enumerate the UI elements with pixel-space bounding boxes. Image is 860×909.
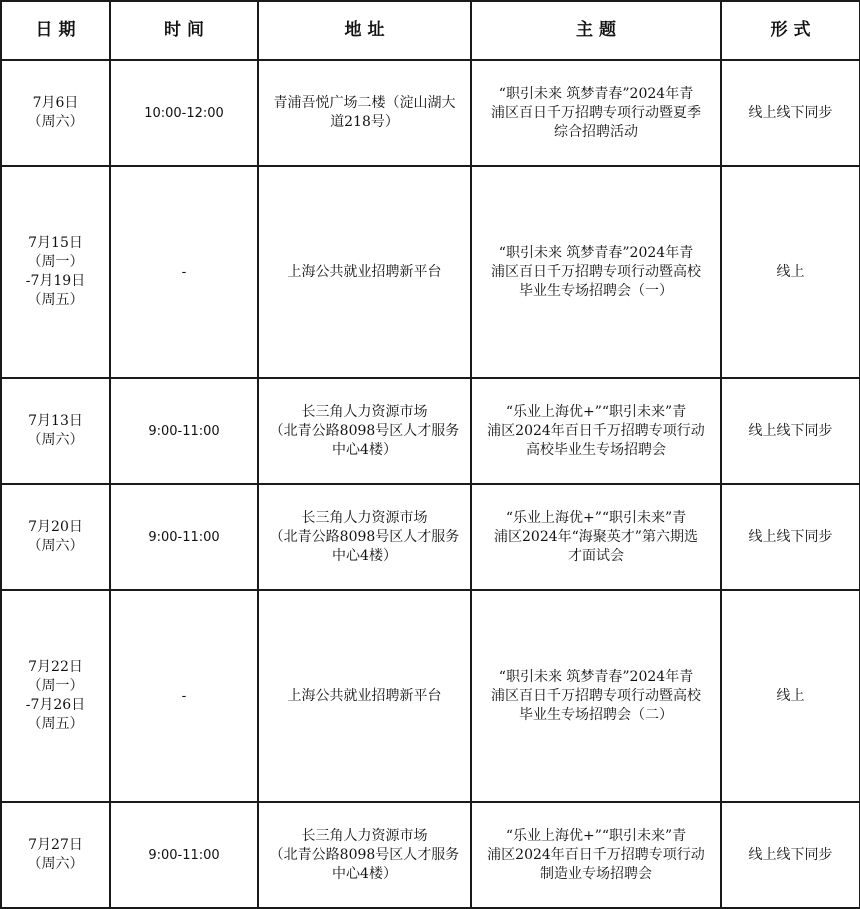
address-cell: 长三角人力资源市场 （北青公路8098号区人才服务 中心4楼） <box>258 484 471 590</box>
topic-cell: “职引未来 筑梦青春”2024年青 浦区百日千万招聘专项行动暨高校 毕业生专场招聘会（一） <box>471 166 721 378</box>
format-cell: 线上线下同步 <box>721 802 860 908</box>
time-cell: 10:00-12:00 <box>110 60 258 166</box>
topic-cell: “乐业上海优+”“职引未来”青 浦区2024年“海聚英才”第六期选 才面试会 <box>471 484 721 590</box>
table-row <box>1 802 860 908</box>
time-cell: 9:00-11:00 <box>110 484 258 590</box>
header-topic: 主 题 <box>471 1 721 60</box>
header-date: 日 期 <box>1 1 110 60</box>
time-cell: - <box>110 590 258 802</box>
table-row <box>1 484 860 590</box>
date-cell: 7月20日 （周六） <box>1 484 110 590</box>
address-cell: 青浦吾悦广场二楼（淀山湖大 道218号） <box>258 60 471 166</box>
table-row <box>1 590 860 802</box>
topic-cell: “职引未来 筑梦青春”2024年青 浦区百日千万招聘专项行动暨高校 毕业生专场招聘会（二） <box>471 590 721 802</box>
time-cell: - <box>110 166 258 378</box>
date-cell: 7月27日 （周六） <box>1 802 110 908</box>
format-cell: 线上线下同步 <box>721 60 860 166</box>
header-time: 时 间 <box>110 1 258 60</box>
date-cell: 7月13日 （周六） <box>1 378 110 484</box>
table-row <box>1 60 860 166</box>
table-row <box>1 166 860 378</box>
topic-cell: “乐业上海优+”“职引未来”青 浦区2024年百日千万招聘专项行动 制造业专场招聘会 <box>471 802 721 908</box>
header-address: 地 址 <box>258 1 471 60</box>
format-cell: 线上线下同步 <box>721 378 860 484</box>
time-cell: 9:00-11:00 <box>110 802 258 908</box>
time-cell: 9:00-11:00 <box>110 378 258 484</box>
header-format: 形 式 <box>721 1 860 60</box>
date-cell: 7月15日 （周一） -7月19日 （周五） <box>1 166 110 378</box>
address-cell: 上海公共就业招聘新平台 <box>258 590 471 802</box>
topic-cell: “职引未来 筑梦青春”2024年青 浦区百日千万招聘专项行动暨夏季 综合招聘活动 <box>471 60 721 166</box>
format-cell: 线上 <box>721 166 860 378</box>
header-row <box>1 1 860 60</box>
date-cell: 7月6日 （周六） <box>1 60 110 166</box>
address-cell: 长三角人力资源市场 （北青公路8098号区人才服务 中心4楼） <box>258 802 471 908</box>
format-cell: 线上 <box>721 590 860 802</box>
table-row <box>1 378 860 484</box>
format-cell: 线上线下同步 <box>721 484 860 590</box>
topic-cell: “乐业上海优+”“职引未来”青 浦区2024年百日千万招聘专项行动 高校毕业生专场招聘会 <box>471 378 721 484</box>
address-cell: 上海公共就业招聘新平台 <box>258 166 471 378</box>
address-cell: 长三角人力资源市场 （北青公路8098号区人才服务 中心4楼） <box>258 378 471 484</box>
date-cell: 7月22日 （周一） -7月26日 （周五） <box>1 590 110 802</box>
